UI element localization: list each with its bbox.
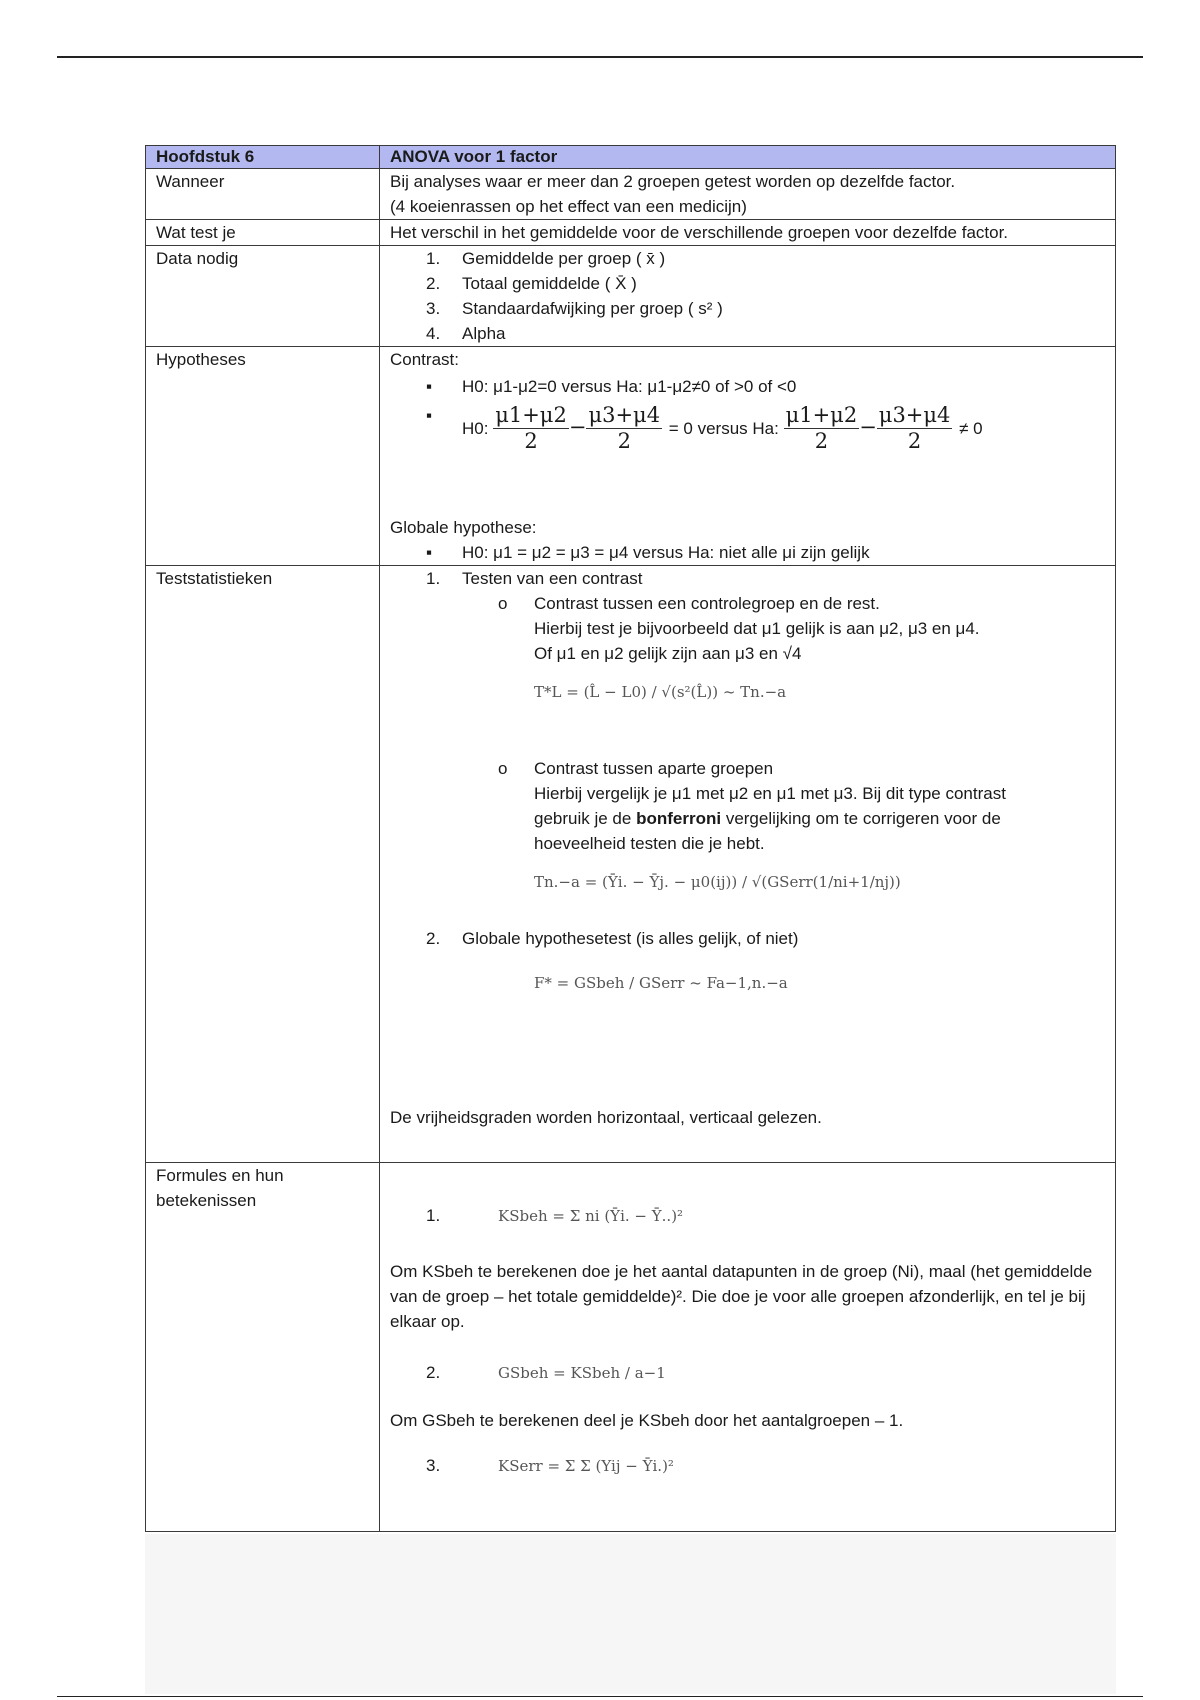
row-teststatistieken (146, 566, 1116, 1163)
data-list (390, 246, 1105, 346)
row-hypotheses (146, 347, 1116, 566)
list-item: 2. Totaal gemiddelde ( X̄ ) (426, 274, 637, 293)
list-item: 2. Globale hypothesetest (is alles gelijk, of niet) (426, 929, 799, 948)
header-chapter: Hoofdstuk 6 (146, 146, 380, 169)
table-header-row (146, 146, 1116, 169)
wanneer-line2: (4 koeienrassen op het effect van een medicijn) (390, 197, 747, 216)
row-formules (146, 1163, 1116, 1532)
contrast-groups-block: o Contrast tussen aparte groepen Hierbij vergelijk je μ1 met μ2 en μ1 met μ3. Bij dit type contrast gebruik je de bonferroni vergelijking om te corrigeren voor de hoeveelheid testen die je hebt. Tn.−a = (Ȳi. − Ȳj. − μ0(ij)) / √(GSerr(1/ni+1/nj)) (390, 756, 1105, 926)
global-hypothesis-bullet: ▪ H0: μ1 = μ2 = μ3 = μ4 versus Ha: niet alle μi zijn gelijk (426, 540, 1105, 565)
bottom-rule (57, 1696, 1143, 1697)
header-title: ANOVA voor 1 factor (380, 146, 1116, 169)
row-data-nodig (146, 246, 1116, 347)
list-item: 1. Testen van een contrast (426, 569, 643, 588)
formula-3: 3. KSerr = Σ Σ (Yij − Ȳi.)² (426, 1456, 674, 1475)
contrast-label: Contrast: (390, 350, 459, 369)
global-hypothesis-label: Globale hypothese: (390, 518, 537, 537)
contrast-control-block: o Contrast tussen een controlegroep en de rest. Hierbij test je bijvoorbeeld dat μ1 gelijk is aan μ2, μ3 en μ4. Of μ1 en μ2 gelijk zijn aan μ3 en √4 T*L = (L̂ − L0) / √(s²(L̂)) ~ Tn.−a (390, 591, 1105, 750)
formula-1: 1. KSbeh = Σ ni (Ȳi. − Ȳ..)² (426, 1206, 684, 1225)
formula-f: F* = GSbeh / GSerr ~ Fa−1,n.−a (534, 974, 788, 992)
formula-2: 2. GSbeh = KSbeh / a−1 (426, 1363, 666, 1382)
page-shade (145, 1534, 1116, 1694)
label-data-nodig: Data nodig (146, 246, 380, 347)
formula-t-contrast: T*L = (L̂ − L0) / √(s²(L̂)) ~ Tn.−a (534, 683, 787, 701)
hypothesis-bullet-2: ▪ H0: $\frac{\mu 1+\mu 2}{2}$ − $\frac{\mu 3+\mu 4}{2}$ = 0 versus Ha: $\frac{\mu 1+\mu 2}{2}$ − $\frac{\mu 3+\mu 4}{2}$ ≠ 0 (426, 403, 1105, 454)
vrijheidsgraden-note: De vrijheidsgraden worden horizontaal, verticaal gelezen. (390, 1108, 822, 1127)
bonferroni-term: bonferroni (636, 809, 722, 828)
row-wat-test (146, 220, 1116, 246)
label-formules: Formules en hun betekenissen (146, 1163, 380, 1532)
label-hypotheses: Hypotheses (146, 347, 380, 566)
list-item: 4. Alpha (426, 324, 506, 343)
label-wanneer: Wanneer (146, 169, 380, 220)
label-wat-test: Wat test je (146, 220, 380, 246)
list-item: 3. Standaardafwijking per groep ( s² ) (426, 299, 723, 318)
hypothesis-bullet-1: ▪ H0: μ1-μ2=0 versus Ha: μ1-μ2≠0 of >0 of <0 (426, 374, 1105, 399)
list-item: 1. Gemiddelde per groep ( x̄ ) (426, 249, 666, 268)
row-wanneer (146, 169, 1116, 220)
formula-1-explanation: Om KSbeh te berekenen doe je het aantal datapunten in de groep (Ni), maal (het gemiddelde van de groep – het totale gemiddelde)². Die doe je voor alle groepen afzonderlijk, en tel je bij elkaar op. (390, 1262, 1093, 1331)
top-rule (57, 56, 1143, 58)
formula-t-pairwise: Tn.−a = (Ȳi. − Ȳj. − μ0(ij)) / √(GSerr(1/ni+1/nj)) (534, 873, 901, 891)
anova-table (145, 145, 1116, 1532)
wanneer-line1: Bij analyses waar er meer dan 2 groepen getest worden op dezelfde factor. (390, 172, 956, 191)
label-teststatistieken: Teststatistieken (146, 566, 380, 1163)
formula-2-explanation: Om GSbeh te berekenen deel je KSbeh door het aantalgroepen – 1. (390, 1411, 904, 1430)
wat-test-text: Het verschil in het gemiddelde voor de verschillende groepen voor dezelfde factor. (380, 220, 1116, 246)
